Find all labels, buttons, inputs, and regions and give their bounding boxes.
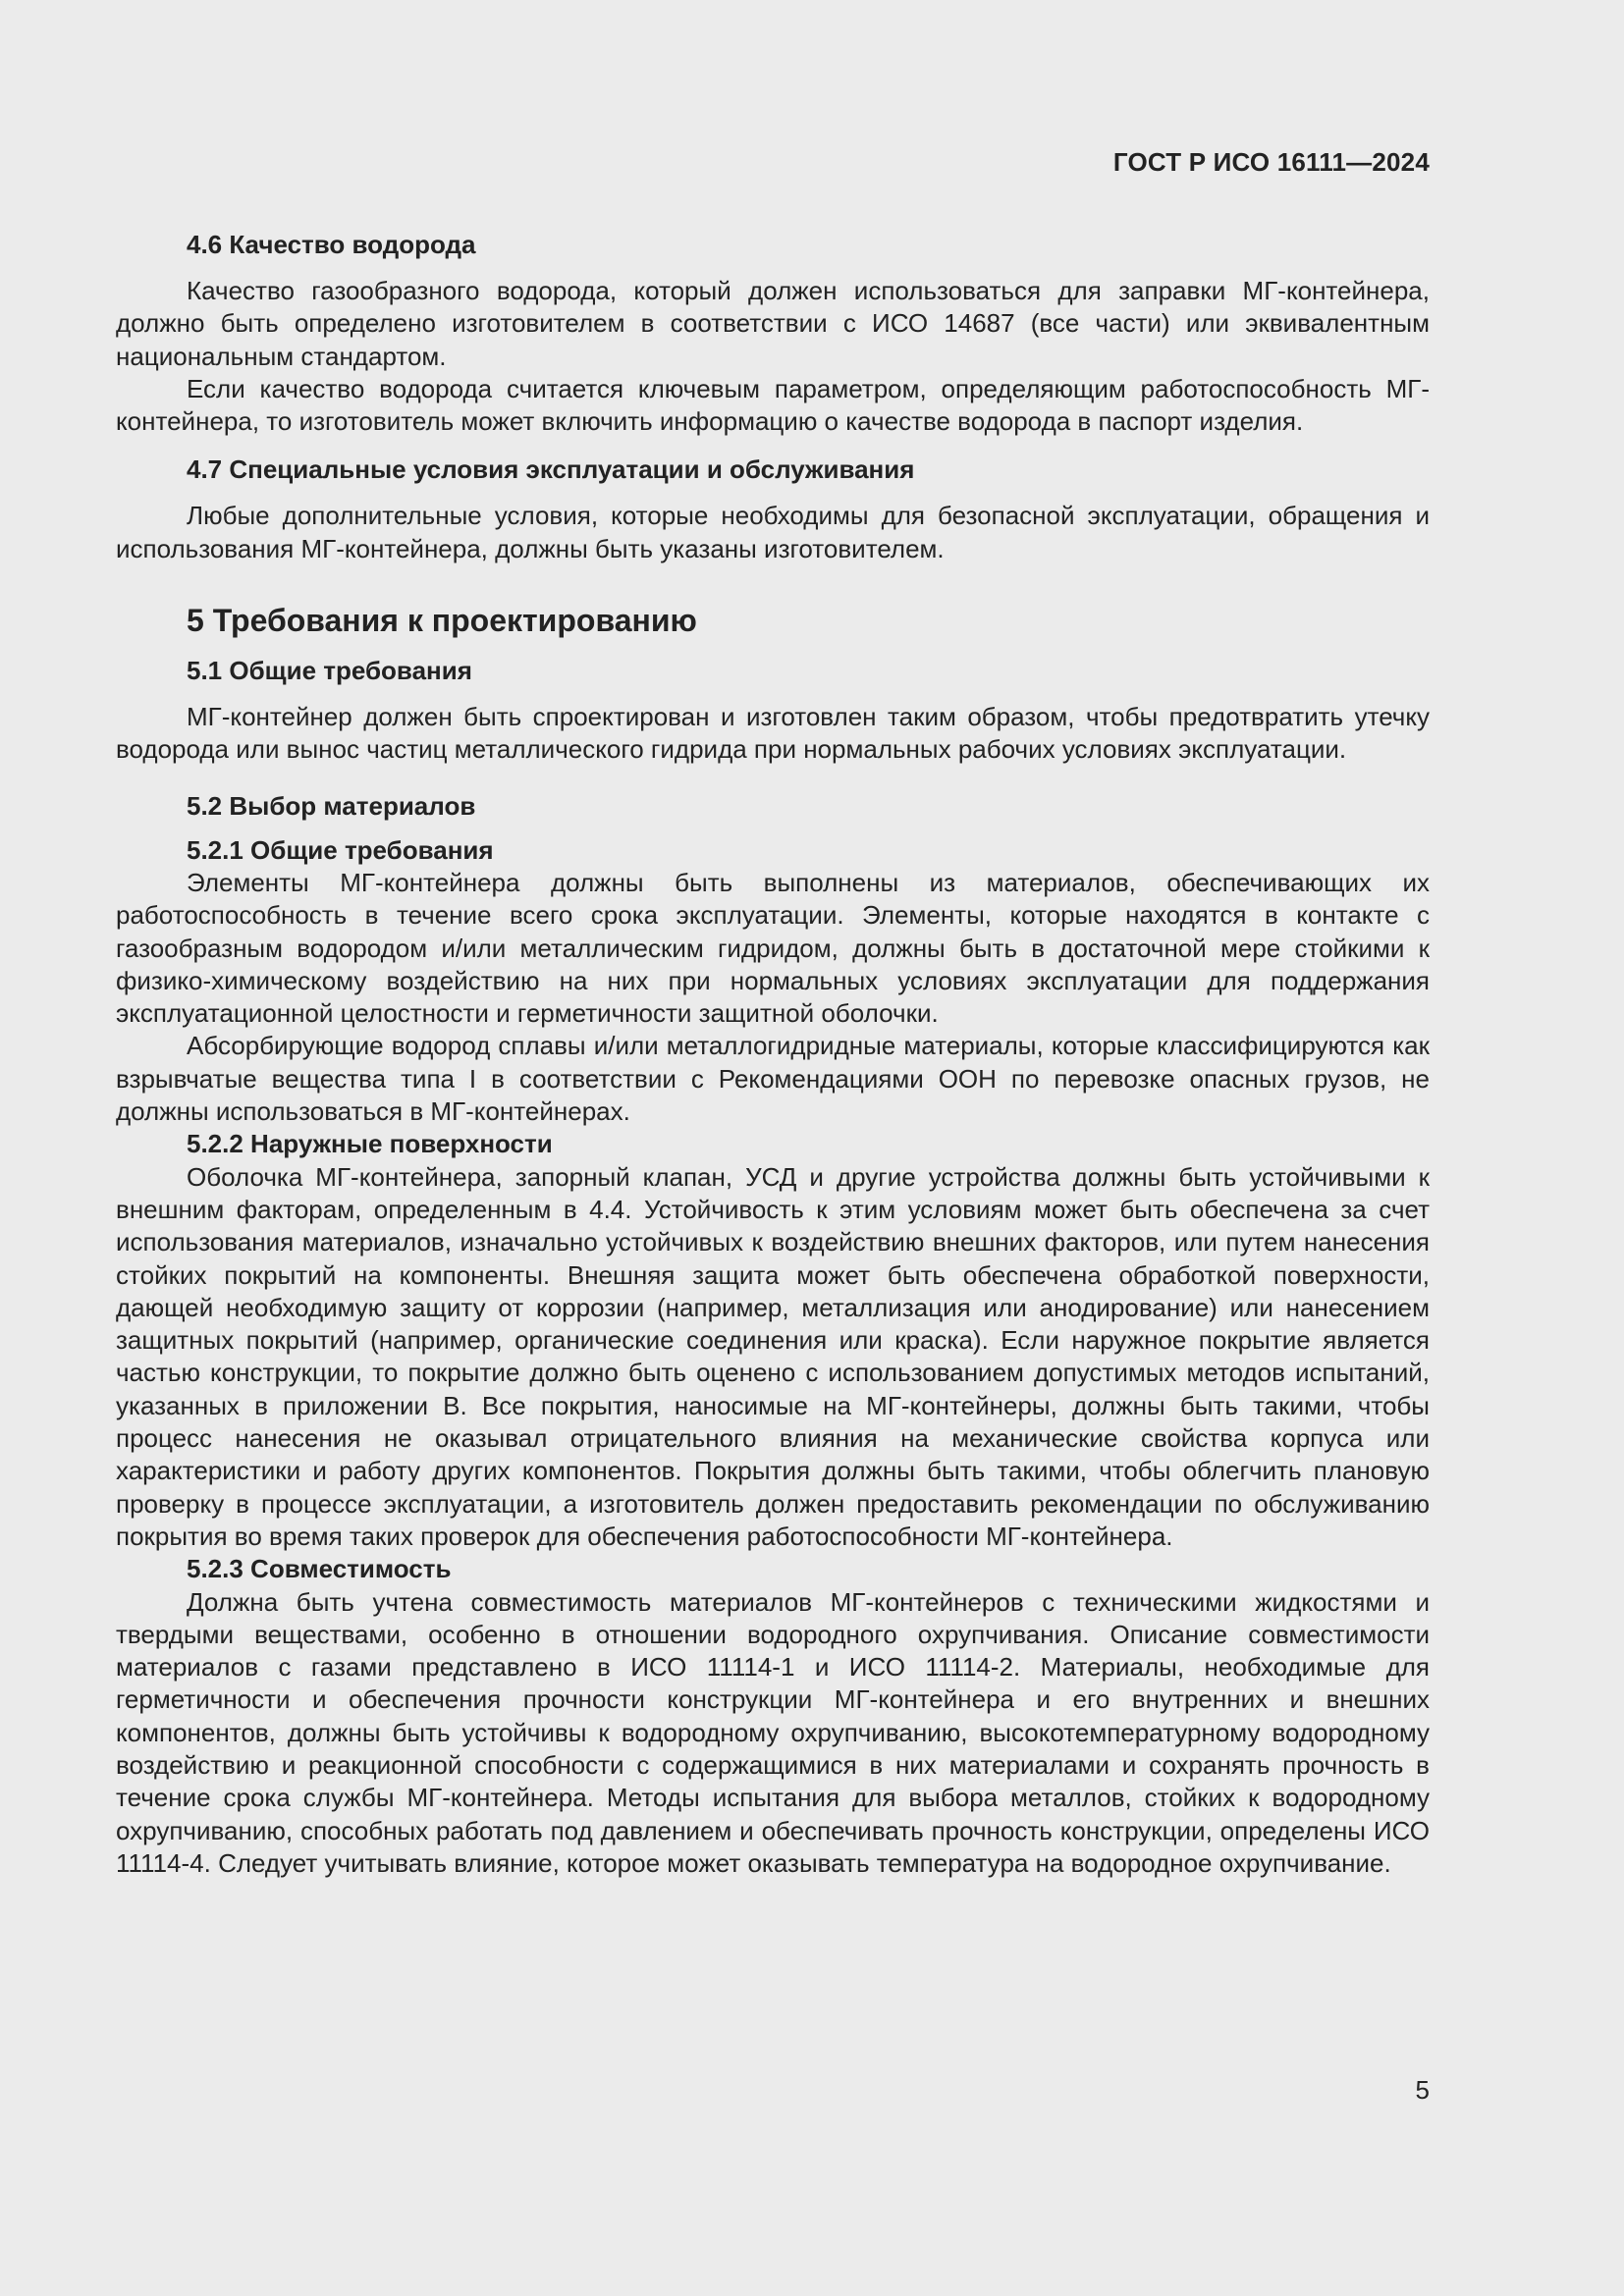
page-number: 5: [1415, 2075, 1430, 2105]
page-body: [116, 228, 1430, 1880]
section-5-2-1-paragraph-1: Элементы МГ-контейнера должны быть выполнены из материалов, обеспечивающих их работоспособность в течение всего срока эксплуатации. Элементы, которые находятся в контакте с газообразным водородом и/или металлическим гидридом, должны быть в достаточной мере стойкими к физико-химическому воздействию на них при нормальных условиях эксплуатации для поддержания эксплуатационной целостности и герметичности защитной оболочки.: [116, 867, 1430, 1029]
document-header-id: ГОСТ Р ИСО 16111—2024: [1112, 147, 1430, 177]
section-4-6-paragraph-2: Если качество водорода считается ключевым параметром, определяющим работоспособность МГ-контейнера, то изготовитель может включить информацию о качестве водорода в паспорт изделия.: [116, 373, 1430, 437]
section-5-2-heading: 5.2 Выбор материалов: [187, 790, 476, 821]
section-5-1-paragraph-1: МГ-контейнер должен быть спроектирован и изготовлен таким образом, чтобы предотвратить утечку водорода или вынос частиц металлического гидрида при нормальных рабочих условиях эксплуатации.: [116, 702, 1430, 765]
section-4-7-paragraph-1: Любые дополнительные условия, которые необходимы для безопасной эксплуатации, обращения и использования МГ-контейнера, должны быть указаны изготовителем.: [116, 501, 1430, 563]
section-5-2-2-heading: 5.2.2 Наружные поверхности: [187, 1129, 553, 1159]
section-5-2-1-heading: 5.2.1 Общие требования: [187, 834, 494, 865]
section-4-6-heading: 4.6 Качество водорода: [187, 230, 476, 259]
section-5-2-1-paragraph-2: Абсорбирующие водород сплавы и/или металлогидридные материалы, которые классифицируются как взрывчатые вещества типа I в соответствии с Рекомендациями ООН по перевозке опасных грузов, не должны использоваться в МГ-контейнерах.: [116, 1031, 1430, 1127]
section-4-7-heading: 4.7 Специальные условия эксплуатации и обслуживания: [187, 454, 915, 485]
section-5-2-2-paragraph-1: Оболочка МГ-контейнера, запорный клапан, УСД и другие устройства должны быть устойчивыми к внешним факторам, определенным в 4.4. Устойчивость к этим условиям может быть обеспечена за счет использования материалов, изначально устойчивых к воздействию внешних факторов, или путем нанесения стойких покрытий на компоненты. Внешняя защита может быть обеспечена обработкой поверхности, дающей необходимую защиту от коррозии (например, металлизация или анодирование) или нанесением защитных покрытий (например, органические соединения или краска). Если наружное покрытие является частью конструкции, то покрытие должно быть оценено с использованием допустимых методов испытаний, указанных в приложении В. Все покрытия, наносимые на МГ-контейнеры, должны быть такими, чтобы процесс нанесения не оказывал отрицательного влияния на механические свойства корпуса или характеристики и работу других компонентов. Покрытия должны быть такими, чтобы облегчить плановую проверку в процессе эксплуатации, а изготовитель должен предоставить рекомендации по обслуживанию покрытия во время таких проверок для обеспечения работоспособности МГ-контейнера.: [116, 1161, 1430, 1551]
section-5-1-heading: 5.1 Общие требования: [187, 656, 472, 686]
section-4-6-paragraph-1: Качество газообразного водорода, который должен использоваться для заправки МГ-контейнера, должно быть определено изготовителем в соответствии с ИСО 14687 (все части) или эквивалентным национальным стандартом.: [116, 276, 1430, 371]
section-5-2-3-heading: 5.2.3 Совместимость: [187, 1554, 452, 1584]
section-5-heading: 5 Требования к проектированию: [187, 603, 697, 639]
section-5-2-3-paragraph-1: Должна быть учтена совместимость материалов МГ-контейнеров с техническими жидкостями и твердыми веществами, особенно в отношении водородного охрупчивания. Описание совместимости материалов с газами представлено в ИСО 11114-1 и ИСО 11114-2. Материалы, необходимые для герметичности и обеспечения прочности конструкции МГ-контейнера и его внутренних и внешних компонентов, должны быть устойчивы к водородному охрупчиванию, высокотемпературному водородному воздействию и реакционной способности с содержащимися в них материалами и сохранять прочность в течение срока службы МГ-контейнера. Методы испытания для выбора металлов, стойких к водородному охрупчиванию, способных работать под давлением и обеспечивать прочность конструкции, определены ИСО 11114-4. Следует учитывать влияние, которое может оказывать температура на водородное охрупчивание.: [116, 1586, 1430, 1878]
